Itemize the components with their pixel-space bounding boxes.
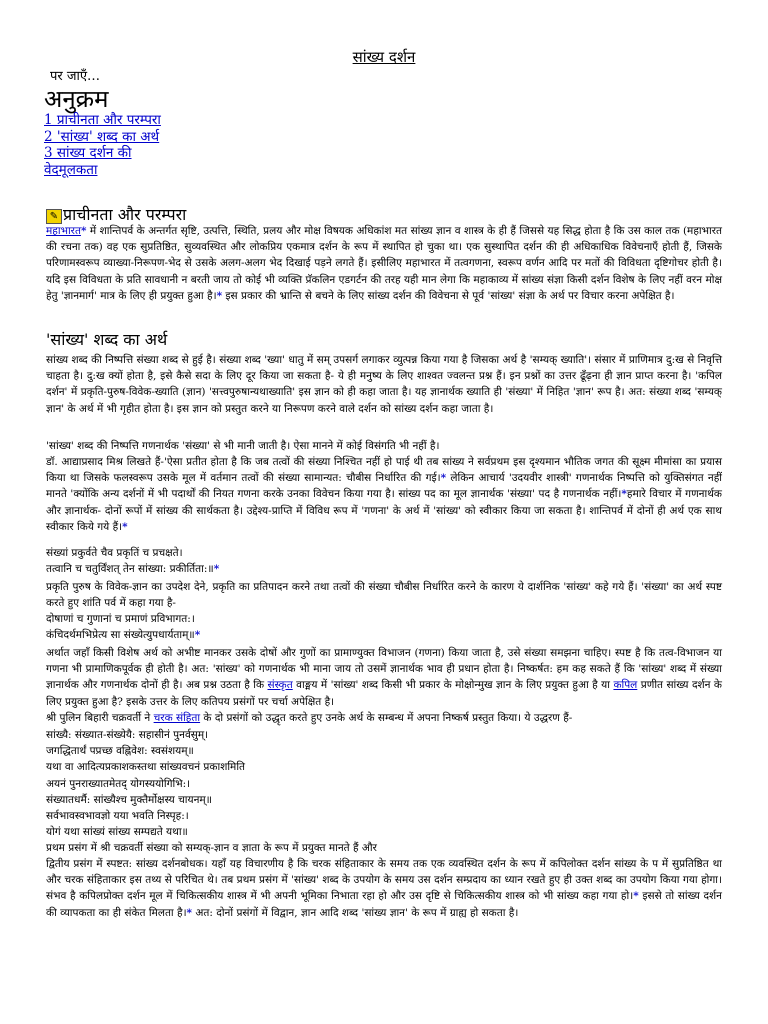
paragraph-text: हमारे विचार में गणनार्थक और ज्ञानार्थक- दोनों रूपों में सांख्य की सार्थकता है। उद्देश्य-प्राप्ति में विविध रूप में 'गणना' के अर्थ में 'सांख्य' को स्वीकार किया जा सकता है। शान्तिपर्व में दोनों ही अर्थ एक साथ स्वीकार किये गये हैं। <box>46 488 722 533</box>
paragraph-text: प्रणीत सांख्य दर्शन के लिए प्रयुक्त हुआ है? इसके उत्तर के लिए कतिपय प्रसंगों पर चर्चा अपेक्षित है। <box>46 679 722 708</box>
verse-line: योगं यथा सांख्यं सांख्य सम्पद्यते यथा॥ <box>46 826 188 839</box>
toc-link-vedic-roots-cont[interactable]: वेदमूलकता <box>44 161 98 178</box>
footnote-star[interactable]: * <box>440 472 447 485</box>
verse-line: संख्यातधर्मै: सांख्यैश्च मुक्तैर्मोक्षस्य चायनम्॥ <box>46 793 212 806</box>
paragraph-charak-quote <box>46 710 722 726</box>
verse-line: जगद्धितार्थं पप्रच्छ वह्निवेश: स्वसंशयम्॥ <box>46 745 194 758</box>
footnote-star[interactable]: * <box>122 520 128 533</box>
verse-line: यथा वा आदित्यप्रकाशकस्तथा सांख्यवचनं प्रकाशमिति <box>46 761 246 774</box>
footnote-star[interactable]: * <box>213 563 220 576</box>
page-title: सांख्य दर्शन <box>352 48 416 66</box>
paragraph-first-context: प्रथम प्रसंग में श्री चक्रवर्ती संख्या को सम्यक्-ज्ञान व ज्ञाता के रूप में प्रयुक्त मानते हैं और <box>46 842 377 854</box>
footnote-star[interactable]: * <box>80 225 87 237</box>
section-heading-antiquity <box>46 205 186 225</box>
verse-line: संख्यां प्रकुर्वते चैव प्रकृतिं च प्रचक्षते। <box>46 547 183 559</box>
toc-link-antiquity[interactable]: 1 प्राचीनता और परम्परा <box>44 112 161 128</box>
footnote-star[interactable]: * <box>621 488 627 501</box>
paragraph-enumerative: 'सांख्य' शब्द की निष्पत्ति गणनार्थक 'संख्या' से भी मानी जाती है। ऐसा मानने में कोई विसंगति भी नहीं है। <box>46 440 440 452</box>
paragraph-second-context <box>46 856 722 921</box>
paragraph-conclusion <box>46 645 722 710</box>
footnote-star[interactable]: * <box>633 890 639 903</box>
paragraph-text: वाङ्मय में 'सांख्य' शब्द किसी भी प्रकार के मोक्षोन्मुख ज्ञान के लिए प्रयुक्त हुआ है या <box>292 679 614 692</box>
verse-line: सर्वभावस्वभावज्ञो यया भवति निस्पृह:। <box>46 810 189 823</box>
link-sanskrit[interactable]: संस्कृत <box>267 679 293 692</box>
verse-line <box>46 561 722 577</box>
paragraph-text: द्वितीय प्रसंग में स्पष्टत: सांख्य दर्शनबोधक। यहाँ यह विचारणीय है कि चरक संहिताकार के समय तक एक व्यवस्थित दर्शन के रूप में कपिलोक्त दर्शन सांख्य के प में सुप्रतिष्ठित था और चरक संहिताकार इस तथ्य से परिचित थे। तब प्रथम प्रसंग में 'सांख्य' शब्द के उपयोग के समय उस दर्शन सम्प्रदाय का ध्यान रखते हुए ही उक्त शब्द का उपयोग किया गया होगा। संभव है कपिलप्रोक्त दर्शन मूल में चिकित्सकीय शास्त्र में भी अपनी भूमिका निभाता रहा हो और उस दृष्टि से चिकित्सकीय शास्त्र को भी सांख्य कहा गया हो। <box>46 858 722 903</box>
paragraph-text: डॉ. आद्याप्रसाद मिश्र लिखते हैं-'ऐसा प्रतीत होता है कि जब तत्वों की संख्या निश्चित नहीं हो पाई थी तब सांख्य ने सर्वप्रथम इस दृश्यमान भौतिक जगत की सूक्ष्म मीमांसा का प्रयास किया था जिसके फलस्वरूप उसके मूल में वर्तमान तत्वों की संख्या सामान्यत: चौबीस निर्धारित की गई। <box>46 456 722 485</box>
paragraph-text: अर्थात जहाँ किसी विशेष अर्थ को अभीष्ट मानकर उसके दोषों और गुणों का प्रामाण्युक्त विभाजन (गणना) किया जाता है, उसे संख्या समझना चाहिए। स्पष्ट है कि तत्व-विभाजन या गणना भी प्रामाणिकपूर्वक ही होती है। अत: 'सांख्य' को गणनार्थक भी माना जाय तो उसमें ज्ञानार्थक भाव ही प्रधान होता है। निष्कर्षत: हम कह सकते हैं कि 'सांख्य' शब्द में संख्या ज्ञानार्थक और गणनार्थक दोनों ही है। अब प्रश्न उठता है कि <box>46 647 722 692</box>
verse-block-1 <box>46 545 722 577</box>
link-kapil[interactable]: कपिल <box>613 679 638 692</box>
jump-to-text: पर जाएँ… <box>50 69 101 84</box>
toc-link-vedic-roots[interactable]: 3 सांख्य दर्शन की <box>44 145 132 161</box>
section-heading-text: प्राचीनता और परम्परा <box>63 205 187 224</box>
toc-heading: अनुक्रम <box>44 85 109 113</box>
paragraph-text: इससे तो सांख्य दर्शन की व्यापकता का ही संकेत मिलता है। <box>46 890 723 919</box>
paragraph-text: में शान्तिपर्व के अन्तर्गत सृष्टि, उत्पत्ति, स्थिति, प्रलय और मोक्ष विषयक अधिकांश मत सांख्य ज्ञान व शास्त्र के ही हैं जिससे यह सिद्ध होता है कि उस काल तक (महाभारत की रचना तक) वह एक सुप्रतिष्ठित, सुव्यवस्थित और लोकप्रिय एकमात्र दर्शन के रूप में स्थापित हो चुका था। एक सुस्थापित दर्शन की ही अधिकाधिक विवेचनाएँ होती हैं, जिसके परिणामस्वरूप व्याख्या-निरूपण-भेद से उसके अलग-अलग भेद दिखाई पड़ने लगते हैं। इसीलिए महाभारत में तत्वगणना, स्वरूप वर्णन आदि पर मतों की विविधता दृष्टिगोचर होती है। यदि इस विविधता के प्रति सावधानी न बरती जाय तो कोई भी व्यक्ति प्रॅकलिन एडगर्टन की तरह यही मान लेगा कि महाकाव्य में सांख्य संज्ञा किसी दर्शन विशेष के लिए नहीं वरन मोक्ष हेतु 'ज्ञानमार्ग' मात्र के लिए ही प्रयुक्त हुआ है। <box>46 225 722 302</box>
paragraph-text: श्री पुलिन बिहारी चक्रवर्ती ने <box>46 712 154 724</box>
table-of-contents <box>44 112 161 178</box>
verse-line: अयनं पुनराख्यातमेतद् योगस्ययोगिभि:। <box>46 777 191 790</box>
footnote-star[interactable]: * <box>186 906 193 919</box>
paragraph-text: अत: दोनों प्रसंगों में विद्वान, ज्ञान आदि शब्द 'सांख्य ज्ञान' के रूप में ग्राह्य हो सकता है। <box>192 906 519 919</box>
link-mahabharat[interactable]: महाभारत <box>46 225 81 237</box>
link-charak-samhita[interactable]: चरक संहिता <box>153 712 201 724</box>
footnote-star[interactable]: * <box>216 289 223 302</box>
verse-block-2 <box>46 611 722 643</box>
paragraph-word-origin: सांख्य शब्द की निष्पत्ति संख्या शब्द से हुई है। संख्या शब्द 'ख्या' धातु में सम् उपसर्ग लगाकर व्युत्पन्न किया गया है जिसका अर्थ है 'सम्यक् ख्याति'। संसार में प्राणिमात्र दु:ख से निवृत्ति चाहता है। दु:ख क्यों होता है, इसे कैसे सदा के लिए दूर किया जा सकता है- ये ही मनुष्य के लिए शाश्वत ज्वलन्त प्रश्न हैं। इन प्रश्नों का उत्तर ढूँढ़ना ही ज्ञान प्राप्त करना है। 'कपिल दर्शन' में प्रकृति-पुरुष-विवेक-ख्याति (ज्ञान) 'सत्त्वपुरुषान्यथाख्याति' इस ज्ञान को ही कहा जाता है। यह ज्ञानार्थक ख्याति ही 'संख्या' में निहित 'ज्ञान' रूप है। अत: संख्या शब्द 'सम्यक् ज्ञान' के अर्थ में भी गृहीत होता है। इस ज्ञान को प्रस्तुत करने या निरूपण करने वाले दर्शन को सांख्य दर्शन कहा जाता है। <box>46 354 722 415</box>
verse-line: सांख्यै: संख्यात-संख्येयै: सहासीनं पुनर्वसुम्। <box>46 729 209 741</box>
footnote-star[interactable]: * <box>194 629 201 642</box>
pencil-edit-icon[interactable]: ✎ <box>46 209 62 224</box>
verse-line: दोषाणां च गुणानां च प्रमाणं प्रविभागत:। <box>46 613 195 625</box>
paragraph-scholar-views <box>46 454 722 535</box>
section-heading-word-meaning: 'सांख्य' शब्द का अर्थ <box>46 330 168 349</box>
verse-text: तत्वानि च चतुर्विंशत् तेन सांख्या: प्रकीर्तिता:॥ <box>46 563 214 576</box>
verse-block-3 <box>46 727 722 840</box>
verse-text: कंचिदर्थमभिप्रेत्य सा संख्येत्युपधार्यताम्॥ <box>46 629 195 642</box>
verse-line <box>46 627 722 643</box>
toc-link-word-meaning[interactable]: 2 'सांख्य' शब्द का अर्थ <box>44 128 160 145</box>
paragraph-text: इस प्रकार की भ्रान्ति से बचने के लिए सांख्य दर्शन की विवेचना से पूर्व 'सांख्य' संज्ञा के अर्थ पर विचार करना अपेक्षित है। <box>222 289 675 302</box>
paragraph-antiquity <box>46 223 722 304</box>
paragraph-text: के दो प्रसंगों को उद्धृत करते हुए उनके अर्थ के सम्बन्ध में अपना निष्कर्ष प्रस्तुत किया। ये उद्धरण हैं- <box>200 712 573 724</box>
paragraph-samkhya-definition: प्रकृति पुरुष के विवेक-ज्ञान का उपदेश देने, प्रकृति का प्रतिपादन करने तथा तत्वों की संख्या चौबीस निर्धारित करने के कारण ये दार्शनिक 'सांख्य' कहे गये हैं। 'संख्या' का अर्थ स्पष्ट करते हुए शांति पर्व में कहा गया है- <box>46 581 722 610</box>
paragraph-text: लेकिन आचार्य 'उदयवीर शास्त्री' गणनार्थक निष्पत्ति को युक्तिसंगत नहीं मानते 'क्योंकि अन्य दर्शनों में भी पदार्थों की नियत गणना करके उनका विवेचन किया गया है। सांख्य पद का मूल ज्ञानार्थक 'संख्या' पद है गणनार्थक नहीं। <box>46 472 722 501</box>
